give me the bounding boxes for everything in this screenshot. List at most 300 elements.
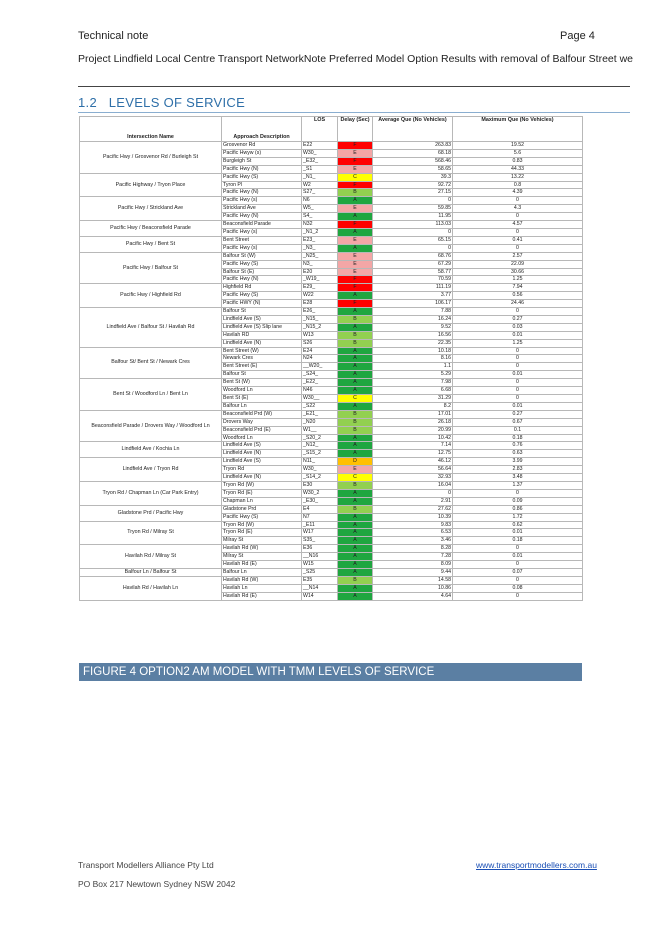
figure-caption: FIGURE 4 OPTION2 AM MODEL WITH TMM LEVELS OF SERVICE	[79, 663, 582, 681]
movement-cell: E23_	[302, 236, 338, 244]
los-cell: E	[338, 236, 373, 244]
approach-cell: Pacific Hwy (s)	[222, 197, 302, 205]
los-cell: D	[338, 458, 373, 466]
los-cell: B	[338, 426, 373, 434]
los-cell: E	[338, 165, 373, 173]
movement-cell: _E32_	[302, 157, 338, 165]
movement-cell: E24	[302, 347, 338, 355]
los-cell: A	[338, 545, 373, 553]
approach-cell: Woodford Ln	[222, 434, 302, 442]
los-cell: A	[338, 553, 373, 561]
movement-cell: _S22	[302, 402, 338, 410]
los-cell: E	[338, 268, 373, 276]
approach-cell: Pacific Hwy (N)	[222, 213, 302, 221]
avg-queue-cell: 4.3	[453, 205, 583, 213]
delay-cell: 3.46	[373, 537, 453, 545]
approach-cell: Lindfield Ave (N)	[222, 450, 302, 458]
intersection-name-cell: Havilah Rd / Havilah Ln	[80, 576, 222, 600]
approach-cell: Balfour St	[222, 308, 302, 316]
movement-cell: _N15_	[302, 315, 338, 323]
los-cell: A	[338, 292, 373, 300]
footer-company: Transport Modellers Alliance Pty Ltd	[78, 860, 214, 870]
movement-cell: W1__	[302, 426, 338, 434]
movement-cell: E29_	[302, 284, 338, 292]
avg-queue-cell: 0.76	[453, 442, 583, 450]
table-row	[80, 458, 583, 466]
los-cell: A	[338, 450, 373, 458]
page-number: Page 4	[560, 30, 595, 42]
movement-cell: _S24_	[302, 371, 338, 379]
los-cell: A	[338, 355, 373, 363]
table-row	[80, 236, 583, 244]
approach-cell: Lindfield Ave (S)	[222, 458, 302, 466]
avg-queue-cell: 0	[453, 592, 583, 600]
approach-cell: Bent Street (E)	[222, 363, 302, 371]
approach-cell: Balfour St (E)	[222, 268, 302, 276]
delay-cell: 14.58	[373, 576, 453, 584]
delay-cell: 6.53	[373, 529, 453, 537]
los-cell: A	[338, 592, 373, 600]
movement-cell: E22	[302, 142, 338, 150]
avg-queue-cell: 0	[453, 197, 583, 205]
delay-cell: 59.85	[373, 205, 453, 213]
movement-cell: _E21_	[302, 410, 338, 418]
avg-queue-cell: 0.07	[453, 568, 583, 576]
approach-cell: Lindfield Ave (S)	[222, 442, 302, 450]
los-cell: F	[338, 221, 373, 229]
los-cell: A	[338, 497, 373, 505]
los-cell: A	[338, 387, 373, 395]
los-cell: E	[338, 252, 373, 260]
delay-cell: 568.46	[373, 157, 453, 165]
los-cell: B	[338, 410, 373, 418]
table-row	[80, 568, 583, 576]
table-row	[80, 505, 583, 513]
movement-cell: W13	[302, 331, 338, 339]
delay-cell: 65.15	[373, 236, 453, 244]
approach-cell: Pacific HWY (N)	[222, 300, 302, 308]
movement-cell: N32	[302, 221, 338, 229]
movement-cell: _S25	[302, 568, 338, 576]
los-cell: B	[338, 315, 373, 323]
approach-cell: Havilah Rd (E)	[222, 561, 302, 569]
avg-queue-cell: 0.01	[453, 331, 583, 339]
los-cell: A	[338, 561, 373, 569]
approach-cell: Pacific Hwy (S)	[222, 173, 302, 181]
movement-cell: N46	[302, 387, 338, 395]
movement-cell: __N16	[302, 553, 338, 561]
avg-queue-cell: 3.99	[453, 458, 583, 466]
los-cell: A	[338, 363, 373, 371]
delay-cell: 0	[373, 489, 453, 497]
avg-queue-cell: 0.01	[453, 371, 583, 379]
approach-cell: Tryon Rd (W)	[222, 481, 302, 489]
intersection-name-cell: Balfour Ln / Balfour St	[80, 568, 222, 576]
los-cell: A	[338, 568, 373, 576]
los-cell: A	[338, 308, 373, 316]
movement-cell: _N1_	[302, 173, 338, 181]
avg-queue-cell: 0.01	[453, 402, 583, 410]
approach-cell: Beaconsfield Prd (W)	[222, 410, 302, 418]
intersection-name-cell: Lindfield Ave / Kochia Ln	[80, 442, 222, 458]
movement-cell: S26	[302, 339, 338, 347]
table-row	[80, 545, 583, 553]
approach-cell: Strickland Ave	[222, 205, 302, 213]
intersection-name-cell: Pacific Hwy / Grosvenor Rd / Burleigh St	[80, 142, 222, 174]
movement-cell: E28	[302, 300, 338, 308]
approach-cell: Pacific Hwy (N)	[222, 276, 302, 284]
movement-cell: S35_	[302, 537, 338, 545]
los-cell: A	[338, 442, 373, 450]
los-cell: C	[338, 395, 373, 403]
avg-queue-cell: 0	[453, 387, 583, 395]
delay-cell: 20.99	[373, 426, 453, 434]
los-cell: B	[338, 418, 373, 426]
movement-cell: W15	[302, 561, 338, 569]
los-cell: F	[338, 157, 373, 165]
table-row	[80, 442, 583, 450]
col-header-los: LOS	[302, 117, 338, 142]
delay-cell: 10.86	[373, 584, 453, 592]
delay-cell: 10.18	[373, 347, 453, 355]
avg-queue-cell: 0.63	[453, 450, 583, 458]
col-header-avg-queue: Average Que (No Vehicles)	[373, 117, 453, 142]
avg-queue-cell: 0	[453, 489, 583, 497]
avg-queue-cell: 4.39	[453, 189, 583, 197]
approach-cell: Milray St	[222, 537, 302, 545]
approach-cell: Lindfield Ave (N)	[222, 339, 302, 347]
approach-cell: Tryon Rd (E)	[222, 529, 302, 537]
delay-cell: 22.35	[373, 339, 453, 347]
avg-queue-cell: 0.83	[453, 157, 583, 165]
approach-cell: Chapman Ln	[222, 497, 302, 505]
delay-cell: 68.76	[373, 252, 453, 260]
table-row	[80, 284, 583, 292]
delay-cell: 3.77	[373, 292, 453, 300]
delay-cell: 263.83	[373, 142, 453, 150]
movement-cell: _E30_	[302, 497, 338, 505]
approach-cell: Lindfield Ave (S) Slip lane	[222, 323, 302, 331]
avg-queue-cell: 0.86	[453, 505, 583, 513]
movement-cell: _S15_2	[302, 450, 338, 458]
movement-cell: S4_	[302, 213, 338, 221]
intersection-name-cell: Beaconsfield Parade / Drovers Way / Woodford Ln	[80, 410, 222, 442]
movement-cell: __W20_	[302, 363, 338, 371]
approach-cell: Woodford Ln	[222, 387, 302, 395]
los-cell: A	[338, 379, 373, 387]
avg-queue-cell: 0.27	[453, 315, 583, 323]
avg-queue-cell: 0.03	[453, 323, 583, 331]
approach-cell: Tryon Rd	[222, 466, 302, 474]
los-table-body	[80, 142, 583, 601]
document-subtitle: Project Lindfield Local Centre Transport NetworkNote Preferred Model Option Results with removal of Balfour Street we	[78, 53, 634, 65]
delay-cell: 92.72	[373, 181, 453, 189]
movement-cell: W30_	[302, 149, 338, 157]
delay-cell: 8.2	[373, 402, 453, 410]
movement-cell: _N3_	[302, 244, 338, 252]
avg-queue-cell: 0.01	[453, 529, 583, 537]
avg-queue-cell: 1.72	[453, 513, 583, 521]
movement-cell: E36	[302, 545, 338, 553]
header-divider	[78, 86, 630, 87]
header-doc-type: Technical note	[78, 30, 149, 42]
delay-cell: 56.64	[373, 466, 453, 474]
delay-cell: 16.24	[373, 315, 453, 323]
avg-queue-cell: 0	[453, 308, 583, 316]
approach-cell: Bent Street	[222, 236, 302, 244]
delay-cell: 68.18	[373, 149, 453, 157]
movement-cell: N7	[302, 513, 338, 521]
avg-queue-cell: 0.41	[453, 236, 583, 244]
avg-queue-cell: 4.57	[453, 221, 583, 229]
avg-queue-cell: 0.56	[453, 292, 583, 300]
movement-cell: S27_	[302, 189, 338, 197]
approach-cell: Pacific Hwy (s)	[222, 228, 302, 236]
avg-queue-cell: 19.52	[453, 142, 583, 150]
delay-cell: 31.29	[373, 395, 453, 403]
intersection-name-cell: Tryon Rd / Chapman Ln (Car Park Entry)	[80, 481, 222, 505]
los-cell: A	[338, 529, 373, 537]
delay-cell: 7.98	[373, 379, 453, 387]
movement-cell: _E11	[302, 521, 338, 529]
delay-cell: 0	[373, 228, 453, 236]
section-heading	[78, 95, 245, 110]
intersection-name-cell: Pacific Hwy / Highfield Rd	[80, 284, 222, 308]
table-row	[80, 347, 583, 355]
los-cell: B	[338, 481, 373, 489]
los-cell: E	[338, 466, 373, 474]
los-cell: A	[338, 489, 373, 497]
movement-cell: E30	[302, 481, 338, 489]
avg-queue-cell: 5.6	[453, 149, 583, 157]
los-cell: F	[338, 276, 373, 284]
avg-queue-cell: 0.62	[453, 521, 583, 529]
delay-cell: 46.12	[373, 458, 453, 466]
approach-cell: Pacific Hwy (S)	[222, 260, 302, 268]
approach-cell: Havilah Ln	[222, 584, 302, 592]
los-cell: F	[338, 284, 373, 292]
intersection-name-cell: Pacific Hwy / Strickland Ave	[80, 197, 222, 221]
delay-cell: 113.03	[373, 221, 453, 229]
avg-queue-cell: 0.8	[453, 181, 583, 189]
delay-cell: 16.04	[373, 481, 453, 489]
avg-queue-cell: 30.66	[453, 268, 583, 276]
approach-cell: Pacific Hwy (s)	[222, 244, 302, 252]
movement-cell: W17	[302, 529, 338, 537]
movement-cell: W2	[302, 181, 338, 189]
los-cell: A	[338, 434, 373, 442]
section-divider	[78, 112, 630, 113]
delay-cell: 58.65	[373, 165, 453, 173]
approach-cell: Havilah Rd (E)	[222, 592, 302, 600]
los-cell: B	[338, 189, 373, 197]
los-cell: A	[338, 213, 373, 221]
avg-queue-cell: 0.01	[453, 553, 583, 561]
delay-cell: 8.16	[373, 355, 453, 363]
delay-cell: 58.77	[373, 268, 453, 276]
movement-cell: _N25_	[302, 252, 338, 260]
delay-cell: 106.17	[373, 300, 453, 308]
delay-cell: 5.29	[373, 371, 453, 379]
approach-cell: Drovers Way	[222, 418, 302, 426]
delay-cell: 9.52	[373, 323, 453, 331]
avg-queue-cell: 0	[453, 363, 583, 371]
los-cell: A	[338, 537, 373, 545]
avg-queue-cell: 44.33	[453, 165, 583, 173]
los-cell: A	[338, 347, 373, 355]
table-row	[80, 173, 583, 181]
movement-cell: W22	[302, 292, 338, 300]
approach-cell: Pacific Hwy (N)	[222, 189, 302, 197]
movement-cell: N11_	[302, 458, 338, 466]
approach-cell: Highfield Rd	[222, 284, 302, 292]
approach-cell: Burgleigh St	[222, 157, 302, 165]
los-cell: C	[338, 173, 373, 181]
intersection-name-cell: Lindfield Ave / Tryon Rd	[80, 458, 222, 482]
avg-queue-cell: 24.46	[453, 300, 583, 308]
delay-cell: 1.1	[373, 363, 453, 371]
movement-cell: _N1_2	[302, 228, 338, 236]
avg-queue-cell: 0	[453, 576, 583, 584]
intersection-name-cell: Havilah Rd / Milray St	[80, 545, 222, 569]
movement-cell: _N20	[302, 418, 338, 426]
delay-cell: 17.01	[373, 410, 453, 418]
delay-cell: 0	[373, 197, 453, 205]
avg-queue-cell: 0	[453, 395, 583, 403]
los-cell: E	[338, 149, 373, 157]
avg-queue-cell: 0.18	[453, 434, 583, 442]
table-row	[80, 221, 583, 229]
avg-queue-cell: 0	[453, 355, 583, 363]
avg-queue-cell: 1.25	[453, 276, 583, 284]
avg-queue-cell: 0	[453, 379, 583, 387]
avg-queue-cell: 2.57	[453, 252, 583, 260]
delay-cell: 26.18	[373, 418, 453, 426]
intersection-name-cell: Pacific Hwy / Balfour St	[80, 252, 222, 284]
los-table-container	[79, 116, 582, 601]
approach-cell: Newark Cres	[222, 355, 302, 363]
los-cell: A	[338, 323, 373, 331]
movement-cell: W30_	[302, 466, 338, 474]
los-cell: F	[338, 142, 373, 150]
los-cell: E	[338, 205, 373, 213]
los-cell: F	[338, 181, 373, 189]
avg-queue-cell: 0	[453, 213, 583, 221]
delay-cell: 27.15	[373, 189, 453, 197]
delay-cell: 111.19	[373, 284, 453, 292]
delay-cell: 8.09	[373, 561, 453, 569]
table-row	[80, 521, 583, 529]
approach-cell: Bent Street (W)	[222, 347, 302, 355]
approach-cell: Milray St	[222, 553, 302, 561]
delay-cell: 2.91	[373, 497, 453, 505]
intersection-name-cell: Tryon Rd / Milray St	[80, 521, 222, 545]
los-cell: A	[338, 197, 373, 205]
approach-cell: Havilah Rd (W)	[222, 576, 302, 584]
table-row	[80, 576, 583, 584]
intersection-name-cell: Pacific Hwy / Bent St	[80, 236, 222, 252]
delay-cell: 10.42	[373, 434, 453, 442]
movement-cell: _N12_	[302, 442, 338, 450]
approach-cell: Pacific Hwy (N)	[222, 165, 302, 173]
footer-website-link[interactable]: www.transportmodellers.com.au	[476, 860, 597, 870]
approach-cell: Havilah RD	[222, 331, 302, 339]
los-cell: B	[338, 331, 373, 339]
avg-queue-cell: 13.22	[453, 173, 583, 181]
intersection-name-cell: Balfour St/ Bent St / Newark Cres	[80, 347, 222, 379]
col-header-delay: Delay (Sec)	[338, 117, 373, 142]
delay-cell: 9.83	[373, 521, 453, 529]
avg-queue-cell: 0	[453, 561, 583, 569]
los-cell: A	[338, 513, 373, 521]
movement-cell: N3_	[302, 260, 338, 268]
delay-cell: 7.88	[373, 308, 453, 316]
intersection-name-cell: Pacific Highway / Tryon Place	[80, 173, 222, 197]
avg-queue-cell: 1.37	[453, 481, 583, 489]
los-cell: B	[338, 505, 373, 513]
los-cell: A	[338, 244, 373, 252]
approach-cell: Havilah Rd (W)	[222, 545, 302, 553]
approach-cell: Pacific Hwyw (s)	[222, 149, 302, 157]
table-row	[80, 410, 583, 418]
delay-cell: 0	[373, 244, 453, 252]
avg-queue-cell: 0.08	[453, 584, 583, 592]
approach-cell: Balfour Ln	[222, 568, 302, 576]
avg-queue-cell: 0.67	[453, 418, 583, 426]
movement-cell: W30__	[302, 395, 338, 403]
avg-queue-cell: 7.94	[453, 284, 583, 292]
movement-cell: _S20_2	[302, 434, 338, 442]
movement-cell: __N14	[302, 584, 338, 592]
los-cell: E	[338, 260, 373, 268]
table-row	[80, 252, 583, 260]
movement-cell: _W19_	[302, 276, 338, 284]
approach-cell: Lindfield Ave (N)	[222, 474, 302, 482]
movement-cell: N6	[302, 197, 338, 205]
los-cell: F	[338, 300, 373, 308]
movement-cell: E20	[302, 268, 338, 276]
los-cell: B	[338, 339, 373, 347]
los-cell: A	[338, 371, 373, 379]
delay-cell: 12.75	[373, 450, 453, 458]
movement-cell: N24	[302, 355, 338, 363]
los-cell: A	[338, 228, 373, 236]
movement-cell: _S1	[302, 165, 338, 173]
delay-cell: 27.62	[373, 505, 453, 513]
delay-cell: 70.59	[373, 276, 453, 284]
approach-cell: Grosvenor Rd	[222, 142, 302, 150]
intersection-name-cell: Pacific Hwy / Beaconsfield Parade	[80, 221, 222, 237]
avg-queue-cell: 0	[453, 347, 583, 355]
col-header-intersection: Intersection Name	[80, 117, 222, 142]
delay-cell: 9.44	[373, 568, 453, 576]
footer-address: PO Box 217 Newtown Sydney NSW 2042	[78, 879, 236, 889]
approach-cell: Tryon Rd (W)	[222, 521, 302, 529]
approach-cell: Bent St (E)	[222, 395, 302, 403]
section-number: 1.2	[78, 95, 97, 110]
table-row	[80, 379, 583, 387]
los-cell: A	[338, 584, 373, 592]
los-table	[79, 116, 583, 601]
table-row	[80, 142, 583, 150]
approach-cell: Beaconsfield Prd (E)	[222, 426, 302, 434]
avg-queue-cell: 0	[453, 545, 583, 553]
col-header-approach: Approach Description	[222, 117, 302, 142]
movement-cell: _E22_	[302, 379, 338, 387]
avg-queue-cell: 3.48	[453, 474, 583, 482]
delay-cell: 10.39	[373, 513, 453, 521]
approach-cell: Tyron Pl	[222, 181, 302, 189]
